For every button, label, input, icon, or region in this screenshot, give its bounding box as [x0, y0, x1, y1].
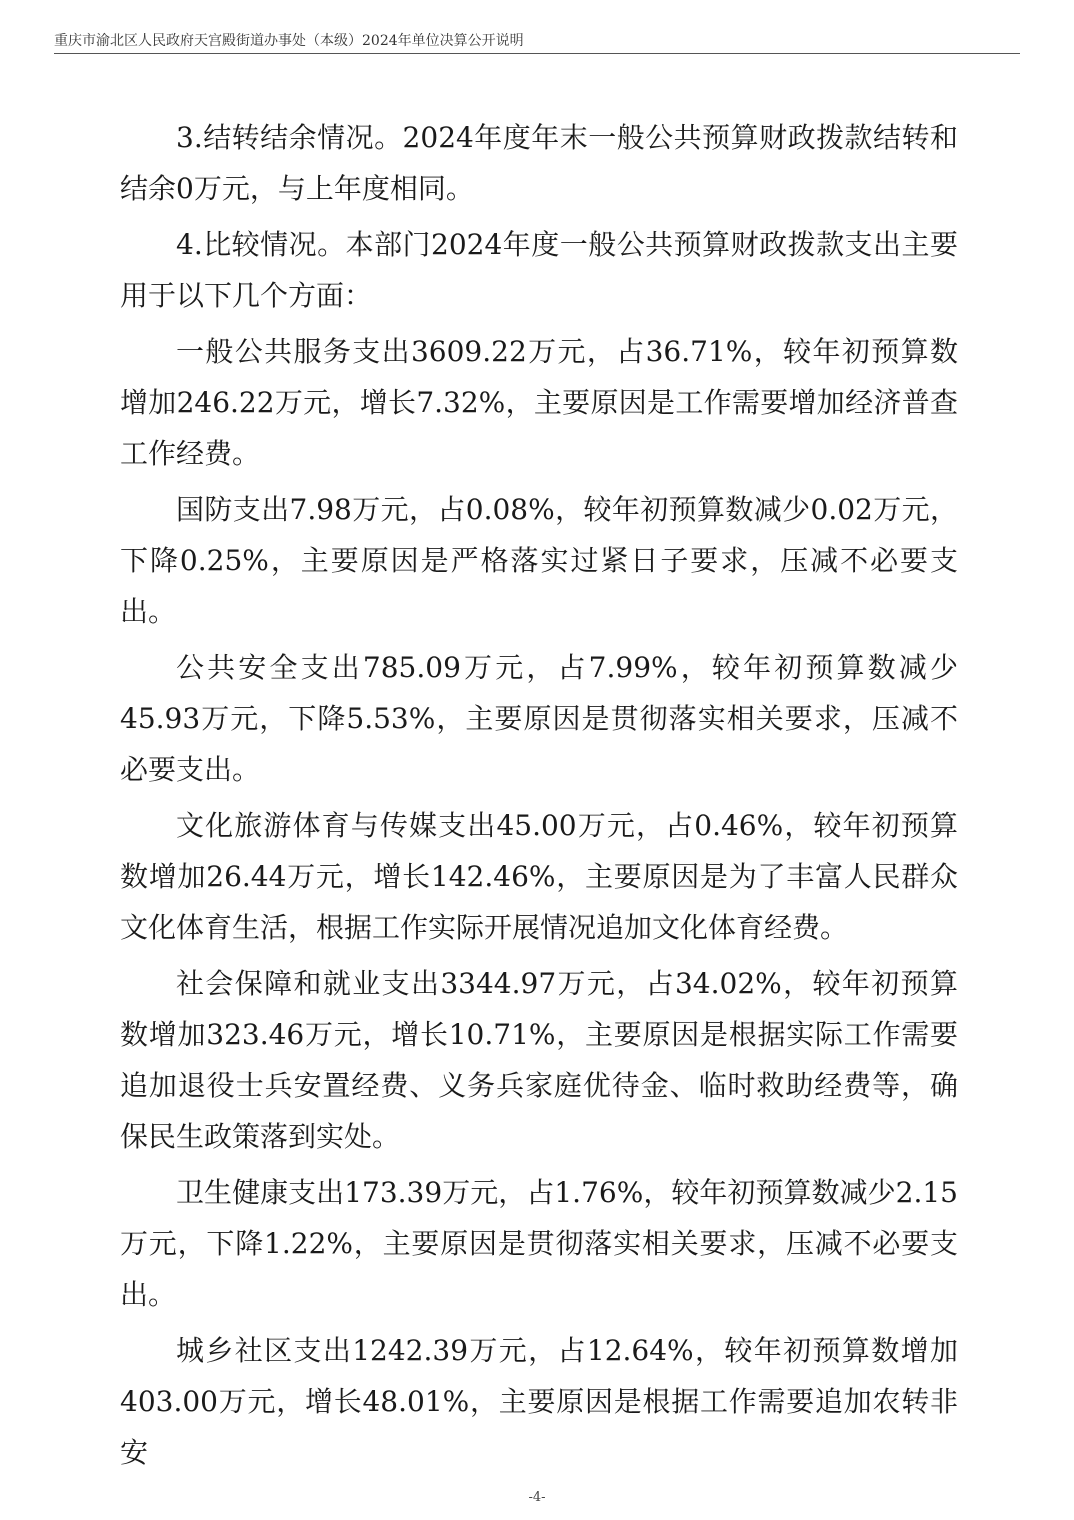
- page-number: -4-: [528, 1490, 546, 1505]
- document-header-title: 重庆市渝北区人民政府天宫殿街道办事处（本级）2024年单位决算公开说明: [54, 33, 524, 49]
- paragraph-general-public-services: 一般公共服务支出3609.22万元，占36.71%，较年初预算数增加246.22万元，增长7.32%，主要原因是工作需要增加经济普查工作经费。: [120, 335, 958, 470]
- paragraph-carryover: 3.结转结余情况。2024年度年末一般公共预算财政拨款结转和结余0万元，与上年度相同。: [120, 121, 958, 205]
- document-body: [120, 112, 958, 1483]
- paragraph-public-security: 公共安全支出785.09万元，占7.99%，较年初预算数减少45.93万元，下降5.53%，主要原因是贯彻落实相关要求，压减不必要支出。: [120, 651, 958, 786]
- paragraph-social-security-employment: 社会保障和就业支出3344.97万元，占34.02%，较年初预算数增加323.46万元，增长10.71%，主要原因是根据实际工作需要追加退役士兵安置经费、义务兵家庭优待金、临时救助经费等，确保民生政策落到实处。: [120, 967, 958, 1153]
- paragraph-urban-rural-community: 城乡社区支出1242.39万元，占12.64%，较年初预算数增加403.00万元，增长48.01%，主要原因是根据工作需要追加农转非安: [120, 1334, 958, 1469]
- header-divider: [54, 53, 1020, 54]
- paragraph-national-defense: 国防支出7.98万元，占0.08%，较年初预算数减少0.02万元，下降0.25%，主要原因是严格落实过紧日子要求，压减不必要支出。: [120, 493, 958, 628]
- paragraph-comparison-intro: 4.比较情况。本部门2024年度一般公共预算财政拨款支出主要用于以下几个方面：: [120, 228, 958, 312]
- paragraph-health: 卫生健康支出173.39万元，占1.76%，较年初预算数减少2.15万元，下降1.22%，主要原因是贯彻落实相关要求，压减不必要支出。: [120, 1176, 958, 1311]
- paragraph-culture-tourism-sports-media: 文化旅游体育与传媒支出45.00万元，占0.46%，较年初预算数增加26.44万元，增长142.46%，主要原因是为了丰富人民群众文化体育生活，根据工作实际开展情况追加文化体育经费。: [120, 809, 958, 944]
